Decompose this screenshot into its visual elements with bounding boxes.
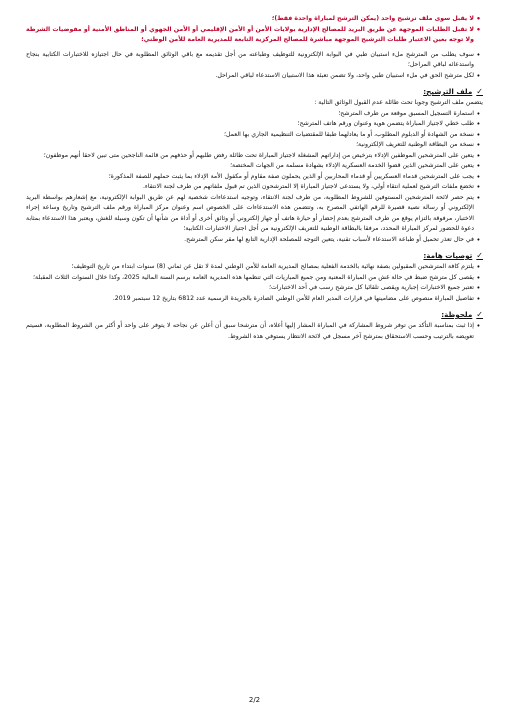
warning-item: [26, 14, 483, 25]
note-text: لكل مترشح الحق في ملء استبيان طبي واحد، ولا تضمن تعبئة هذا الاستبيان الاستدعاء لباقي المراحل.: [215, 71, 474, 79]
list-item: [26, 140, 483, 151]
list-item-text: إذا ثبت بمناسبة التأكد من توفر شروط المشاركة في المباراة المشار إليها أعلاه، أن مترشحا سبق أن أعلن عن نجاحه لا يتوفر على واحد أو أكثر من الشروط المطلوبة، فسيتم تعويضه بالترتيب وحسب الاستحقاق بمترشح آخر مسجل في لائحة الانتظار يستوفي هذه الشروط.: [26, 322, 474, 340]
list-item: [26, 109, 483, 120]
bullet-icon: •: [476, 71, 481, 80]
bullet-icon: •: [476, 109, 481, 118]
bullet-icon: •: [476, 15, 481, 23]
list-item: [26, 119, 483, 130]
bullet-icon: •: [476, 263, 481, 271]
note-item: [26, 71, 483, 82]
bullet-icon: •: [476, 25, 481, 34]
bullet-icon: •: [476, 284, 481, 292]
bullet-icon: •: [476, 322, 481, 330]
checkmark-icon: ✓: [476, 251, 483, 260]
bullet-icon: •: [476, 273, 481, 282]
list-item-text: يجب على المترشحين قدماء العسكريين أو قدماء المحاربين أو الذين يحملون صفة مقاوم أو مكفول الأمة الإدلاء بما يثبت حملهم للصفة المذكورة؛: [108, 172, 474, 180]
list-item-text: يلتزم كافة المترشحين المقبولين بصفة نهائية بالخدمة الفعلية بمصالح المديرية العامة للأمن الوطني لمدة لا تقل عن ثماني (8) سنوات ابتداء من تاريخ التوظيف؛: [71, 263, 474, 270]
checkmark-icon: ✓: [476, 310, 483, 319]
bullet-icon: •: [476, 130, 481, 139]
bullet-icon: •: [476, 162, 481, 170]
note-text: سوف يطلب من المترشح ملء استبيان طبي في البوابة الإلكترونية للتوظيف وطباعته من أجل تقديمه مع باقي الوثائق المطلوبة في حال اجتيازه للاختبارات الكتابية بنجاح واستدعائه لباقي المراحل؛: [26, 50, 474, 68]
list-item: [26, 294, 483, 305]
list-item: [26, 172, 483, 183]
list-item: [26, 182, 483, 193]
note-item: [26, 50, 483, 71]
list-item-text: في حال تعذر تحميل أو طباعة الاستدعاء لأسباب تقنية، يتعين التوجه للمصلحة الإدارية التابع لها مقر سكن المترشح.: [184, 235, 474, 243]
bullet-icon: •: [476, 193, 481, 202]
list-item: [26, 151, 483, 162]
bullet-icon: •: [476, 294, 481, 303]
list-item: [26, 283, 483, 294]
list-item: [26, 321, 483, 342]
bullet-icon: •: [476, 172, 481, 181]
section-heading-note: [26, 309, 483, 321]
warning-text: لا تقبل الطلبات الموجهة عن طريق البريد للمصالح الإدارية بولايات الأمن أو الأمن الإقليمي أو الأمن الجهوي أو المناطق الأمنية أو مفوضيات الشرطة ولا توجه بعين الاعتبار طلبات الترشيح الموجهة مباشرة للمصالح المركزية التابعة للمديرية العامة للأمن الوطني؛: [26, 25, 474, 43]
list-item-text: تفاصيل المباراة منصوص على مضامينها في قرارات المدير العام للأمن الوطني الصادرة بالجريدة الرسمية عدد 6812 بتاريخ 12 سبتمبر 2019.: [112, 294, 474, 302]
section-title: ملف الترشيح:: [423, 87, 473, 96]
bullet-icon: •: [476, 120, 481, 128]
list-item-text: طلب خطي لاجتياز المباراة يتضمن هوية وعنوان ورقم هاتف المترشح؛: [297, 120, 474, 127]
section-lead: يتضمن ملف الترشيح وجوبا تحت طائلة عدم القبول الوثائق التالية :: [314, 99, 483, 106]
list-item-text: يتعين على المترشحين الموظفين الإدلاء بترخيص من إداراتهم المشغلة لاجتياز المباراة تحت طائلة رفض طلبهم أو حذفهم من قائمة الناجحين متى تبين لاحقا أنهم موظفون؛: [43, 151, 474, 159]
list-item-text: نسخة من الشهادة أو الدبلوم المطلوب، أو ما يعادلهما طبقا للمقتضيات التنظيمية الجاري بها العمل؛: [223, 130, 474, 138]
list-item: [26, 262, 483, 273]
list-item-text: يتعين على المترشحين الذين قضوا الخدمة العسكرية الإدلاء بشهادة مسلمة من الجهات المختصة؛: [230, 162, 474, 169]
list-item-text: استمارة التسجيل المسبق موقعة من طرف المترشح؛: [338, 109, 474, 117]
bullet-icon: •: [476, 141, 481, 149]
checkmark-icon: ✓: [476, 87, 483, 96]
list-item-text: تعتبر جميع الاختبارات إجبارية ويقصى تلقائيا كل مترشح رسب في أحد الاختبارات؛: [269, 284, 474, 291]
bullet-icon: •: [476, 50, 481, 59]
list-item-text: نسخة من البطاقة الوطنية للتعريف الإلكترونية؛: [356, 141, 474, 148]
warning-text: لا يقبل سوى ملف ترشيح واحد (يمكن الترشح لمباراة واحدة فقط)؛: [271, 15, 474, 22]
list-item: [26, 193, 483, 235]
bullet-icon: •: [476, 151, 481, 160]
section-title: توصيات هامة:: [423, 251, 473, 260]
list-item-text: تخضع ملفات الترشيح لعملية انتقاء أولي، ولا يستدعى لاجتياز المباراة إلا المترشحون الذين تم قبول ملفاتهم من طرف لجنة الانتقاء.: [142, 183, 474, 190]
list-item: [26, 130, 483, 141]
page-number: 2/2: [248, 696, 261, 704]
warning-item: [26, 25, 483, 46]
bullet-icon: •: [476, 183, 481, 191]
list-item: [26, 235, 483, 246]
list-item: [26, 161, 483, 172]
section-title: ملحوظة:: [441, 310, 473, 319]
bullet-icon: •: [476, 235, 481, 244]
list-item-text: يتم حصر لائحة المترشحين المستوفين للشروط المطلوبة، من طرف لجنة الانتقاء، وتوجيه استدعاءات شخصية لهم عن طريق البوابة الإلكترونية، مع إشعارهم بواسطة البريد الإلكتروني أو رسالة نصية قصيرة للرقم الهاتفي المصرح به، وتتضمن هذه الاستدعاءات على الخصوص اسم وعنوان مركز المباراة ورقم ملف الترشيح وتاريخ وساعة إجراء الاختبار، مرفوقة بالتزام يوقع من طرف المترشح بعدم إحضار أو حيازة هاتف أو جهاز إلكتروني أو وثائق أخرى أو أداة من شأنها أن تكون وسيلة للغش، ويعتبر هذا الاستدعاء بمثابة دعوة للحضور لمركز المباراة المحدد، مرفقا بالبطاقة الوطنية للتعريف الإلكترونية من أجل اجتياز الاختبارات الكتابية؛: [26, 193, 474, 232]
section-heading-file: [26, 86, 483, 98]
section-heading-important: [26, 250, 483, 262]
list-item: [26, 273, 483, 284]
list-item-text: يقصى كل مترشح ضبط في حالة غش من المباراة المعنية ومن جميع المباريات التي تنظمها هذه المديرية العامة برسم السنة المالية 2025، وكذا خلال السنوات الثلاث المقبلة؛: [33, 273, 474, 281]
